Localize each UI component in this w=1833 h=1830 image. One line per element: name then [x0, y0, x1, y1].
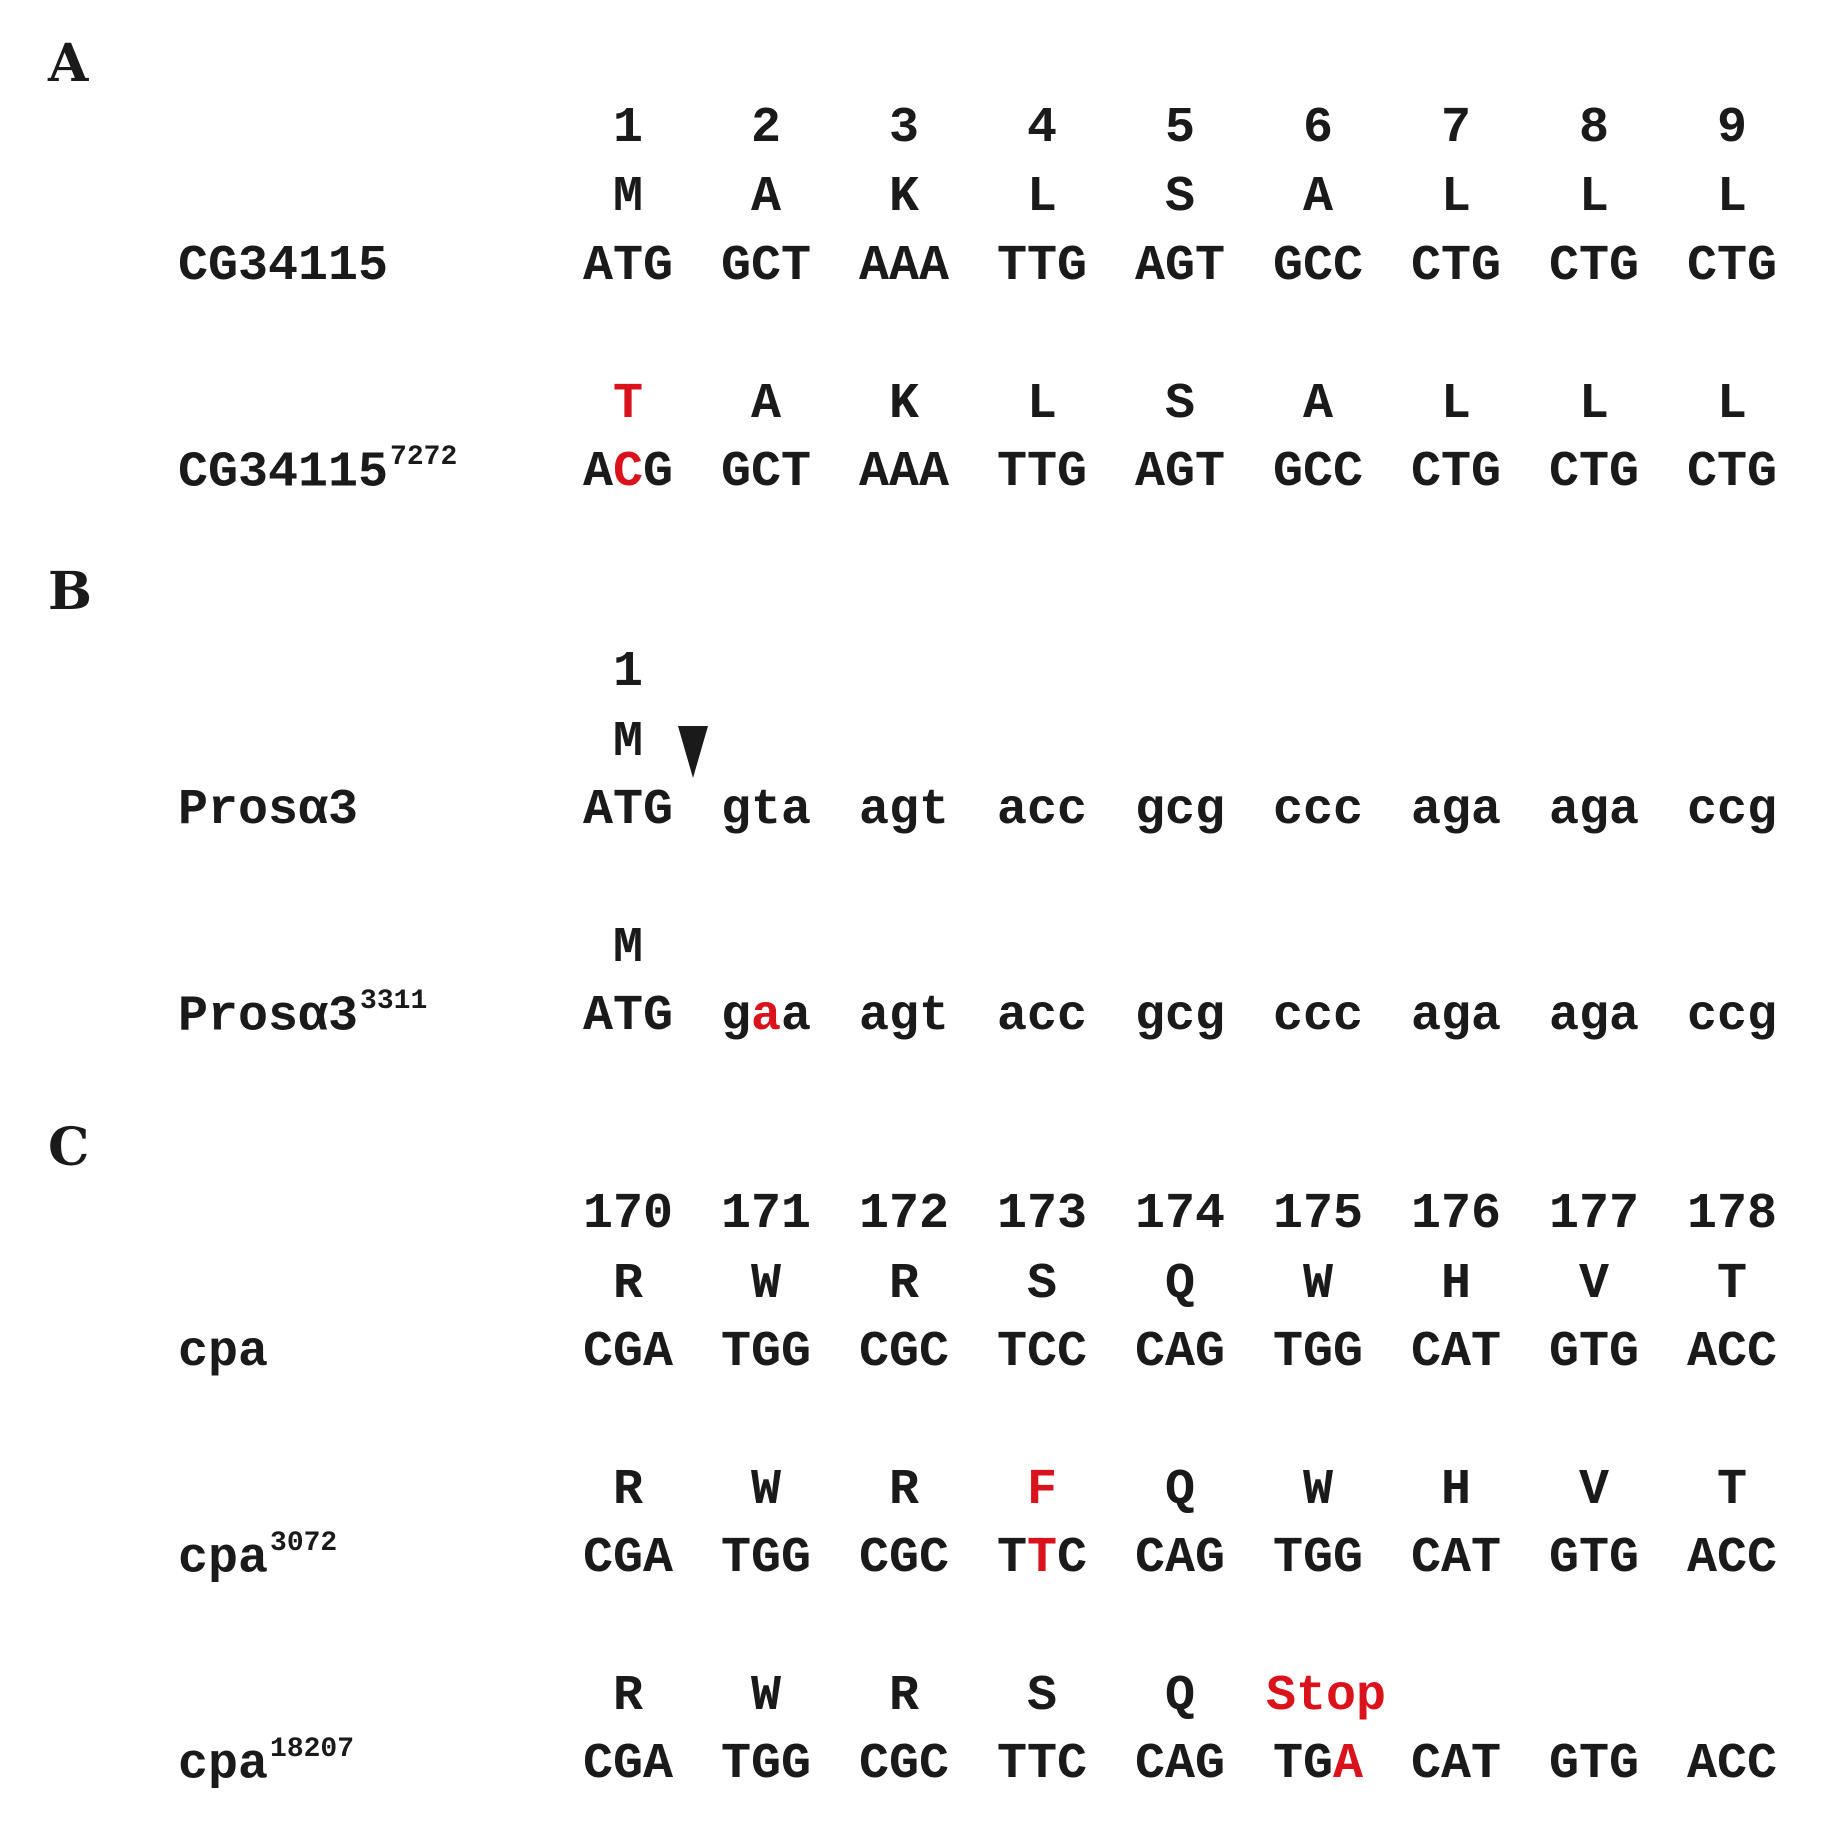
residue-number: 173	[996, 1186, 1087, 1243]
residue-number: 8	[1578, 100, 1609, 157]
amino-acid: W	[1302, 1256, 1333, 1313]
codon	[701, 988, 831, 1045]
codon: acc	[996, 988, 1087, 1045]
codon: aga	[1410, 988, 1501, 1045]
codon: AAA	[858, 444, 949, 501]
codon: CAG	[1134, 1530, 1225, 1587]
panel-label-B: B	[48, 561, 92, 622]
amino-acid: L	[1716, 376, 1747, 433]
gene-name-text: CG34115	[178, 444, 389, 502]
amino-acid: L	[1440, 169, 1471, 226]
codon: ATG	[582, 782, 673, 839]
codon: CAG	[1134, 1324, 1225, 1381]
codon: CGA	[582, 1530, 673, 1587]
amino-acid: H	[1440, 1256, 1471, 1313]
codon: gta	[720, 782, 811, 839]
codon: ccg	[1686, 988, 1777, 1045]
codon	[1253, 1736, 1383, 1793]
mutated-nucleotide: a	[750, 988, 781, 1045]
amino-acid: T	[612, 376, 643, 433]
codon: TGG	[1272, 1324, 1363, 1381]
splice-site-arrowhead-icon	[678, 726, 708, 778]
codon: TGG	[1272, 1530, 1363, 1587]
codon: CAG	[1134, 1736, 1225, 1793]
codon: GTG	[1548, 1324, 1639, 1381]
amino-acid: K	[888, 169, 919, 226]
residue-number: 5	[1164, 100, 1195, 157]
residue-number: 1	[612, 100, 643, 157]
codon: agt	[858, 782, 949, 839]
codon: CGA	[582, 1736, 673, 1793]
codon	[977, 1530, 1107, 1587]
codon: AGT	[1134, 238, 1225, 295]
codon: aga	[1548, 782, 1639, 839]
codon: CTG	[1410, 444, 1501, 501]
codon: CTG	[1548, 238, 1639, 295]
amino-acid: L	[1578, 376, 1609, 433]
codon: TTG	[996, 238, 1087, 295]
nucleotide: g	[720, 988, 751, 1045]
amino-acid: S	[1164, 376, 1195, 433]
codon: ACC	[1686, 1530, 1777, 1587]
codon: CTG	[1686, 444, 1777, 501]
gene-name	[178, 782, 359, 839]
gene-name-text: Prosα3	[178, 988, 359, 1046]
codon: ccc	[1272, 988, 1363, 1045]
amino-acid: W	[1302, 1462, 1333, 1519]
codon	[563, 444, 693, 501]
amino-acid: V	[1578, 1256, 1609, 1313]
residue-number: 170	[582, 1186, 673, 1243]
amino-acid: L	[1026, 169, 1057, 226]
codon: ATG	[582, 238, 673, 295]
amino-acid: M	[612, 920, 643, 977]
amino-acid: L	[1440, 376, 1471, 433]
residue-number: 4	[1026, 100, 1057, 157]
mutated-nucleotide: A	[1333, 1736, 1364, 1793]
codon: gcg	[1134, 782, 1225, 839]
residue-number: 178	[1686, 1186, 1777, 1243]
amino-acid: W	[750, 1462, 781, 1519]
gene-name-text: cpa	[178, 1324, 269, 1381]
amino-acid: T	[1716, 1256, 1747, 1313]
amino-acid: A	[1302, 376, 1333, 433]
gene-name-text: cpa	[178, 1736, 269, 1794]
codon: CAT	[1410, 1736, 1501, 1793]
amino-acid: K	[888, 376, 919, 433]
amino-acid: L	[1578, 169, 1609, 226]
residue-number: 6	[1302, 100, 1333, 157]
nucleotide: a	[781, 988, 812, 1045]
amino-acid: M	[612, 169, 643, 226]
gene-name	[178, 986, 428, 1046]
amino-acid: S	[1026, 1256, 1057, 1313]
residue-number: 172	[858, 1186, 949, 1243]
nucleotide: C	[1057, 1530, 1088, 1587]
mutated-nucleotide: T	[1026, 1530, 1057, 1587]
amino-acid: F	[1026, 1462, 1057, 1519]
nucleotide: T	[996, 1530, 1027, 1587]
nucleotide: T	[1272, 1736, 1303, 1793]
codon: gcg	[1134, 988, 1225, 1045]
residue-number: 174	[1134, 1186, 1225, 1243]
gene-name	[178, 1528, 338, 1588]
allele-superscript: 18207	[270, 1734, 355, 1765]
residue-number: 171	[720, 1186, 811, 1243]
amino-acid: W	[750, 1256, 781, 1313]
gene-name-text: CG34115	[178, 238, 389, 295]
amino-acid: R	[888, 1256, 919, 1313]
codon: ccc	[1272, 782, 1363, 839]
nucleotide: G	[643, 444, 674, 501]
codon: CGC	[858, 1530, 949, 1587]
amino-acid: S	[1164, 169, 1195, 226]
amino-acid: M	[612, 714, 643, 771]
amino-acid: L	[1026, 376, 1057, 433]
amino-acid: H	[1440, 1462, 1471, 1519]
gene-name-text: cpa	[178, 1530, 269, 1588]
codon: TGG	[720, 1324, 811, 1381]
codon: CGA	[582, 1324, 673, 1381]
nucleotide: A	[582, 444, 613, 501]
codon: agt	[858, 988, 949, 1045]
codon: TTG	[996, 444, 1087, 501]
codon: aga	[1410, 782, 1501, 839]
amino-acid: R	[888, 1462, 919, 1519]
codon: ATG	[582, 988, 673, 1045]
codon: acc	[996, 782, 1087, 839]
codon: GCT	[720, 444, 811, 501]
codon: TGG	[720, 1736, 811, 1793]
residue-number: 177	[1548, 1186, 1639, 1243]
codon: CAT	[1410, 1530, 1501, 1587]
nucleotide: G	[1302, 1736, 1333, 1793]
residue-number: 7	[1440, 100, 1471, 157]
amino-acid: A	[750, 376, 781, 433]
codon: CGC	[858, 1324, 949, 1381]
panel-label-A: A	[48, 33, 89, 94]
amino-acid: Q	[1164, 1462, 1195, 1519]
amino-acid: Q	[1164, 1668, 1195, 1725]
codon: ACC	[1686, 1324, 1777, 1381]
codon: TCC	[996, 1324, 1087, 1381]
residue-number: 3	[888, 100, 919, 157]
codon: TGG	[720, 1530, 811, 1587]
codon: GCC	[1272, 238, 1363, 295]
amino-acid: V	[1578, 1462, 1609, 1519]
codon: TTC	[996, 1736, 1087, 1793]
gene-name	[178, 238, 389, 295]
codon: GCC	[1272, 444, 1363, 501]
amino-acid: W	[750, 1668, 781, 1725]
amino-acid: Q	[1164, 1256, 1195, 1313]
codon: ACC	[1686, 1736, 1777, 1793]
residue-number: 175	[1272, 1186, 1363, 1243]
gene-name	[178, 442, 458, 502]
gene-name-text: Prosα3	[178, 782, 359, 839]
amino-acid: S	[1026, 1668, 1057, 1725]
codon: CAT	[1410, 1324, 1501, 1381]
amino-acid: R	[612, 1462, 643, 1519]
allele-superscript: 3311	[360, 986, 428, 1017]
gene-name	[178, 1734, 355, 1794]
residue-number: 1	[612, 644, 643, 701]
residue-number: 176	[1410, 1186, 1501, 1243]
residue-number: 9	[1716, 100, 1747, 157]
amino-acid: A	[750, 169, 781, 226]
amino-acid: R	[612, 1256, 643, 1313]
panel-label-C: C	[48, 1117, 90, 1178]
gene-name	[178, 1324, 269, 1381]
amino-acid: L	[1716, 169, 1747, 226]
allele-superscript: 3072	[270, 1528, 338, 1559]
codon: AAA	[858, 238, 949, 295]
codon: GTG	[1548, 1530, 1639, 1587]
codon: GTG	[1548, 1736, 1639, 1793]
amino-acid: A	[1302, 169, 1333, 226]
codon: CGC	[858, 1736, 949, 1793]
amino-acid: R	[888, 1668, 919, 1725]
allele-superscript: 7272	[390, 442, 458, 473]
stop-codon-label: Stop	[1266, 1668, 1387, 1725]
codon: AGT	[1134, 444, 1225, 501]
amino-acid: T	[1716, 1462, 1747, 1519]
amino-acid: R	[612, 1668, 643, 1725]
mutated-nucleotide: C	[612, 444, 643, 501]
codon: CTG	[1686, 238, 1777, 295]
codon: CTG	[1410, 238, 1501, 295]
codon: ccg	[1686, 782, 1777, 839]
codon: CTG	[1548, 444, 1639, 501]
codon: GCT	[720, 238, 811, 295]
codon: aga	[1548, 988, 1639, 1045]
residue-number: 2	[750, 100, 781, 157]
